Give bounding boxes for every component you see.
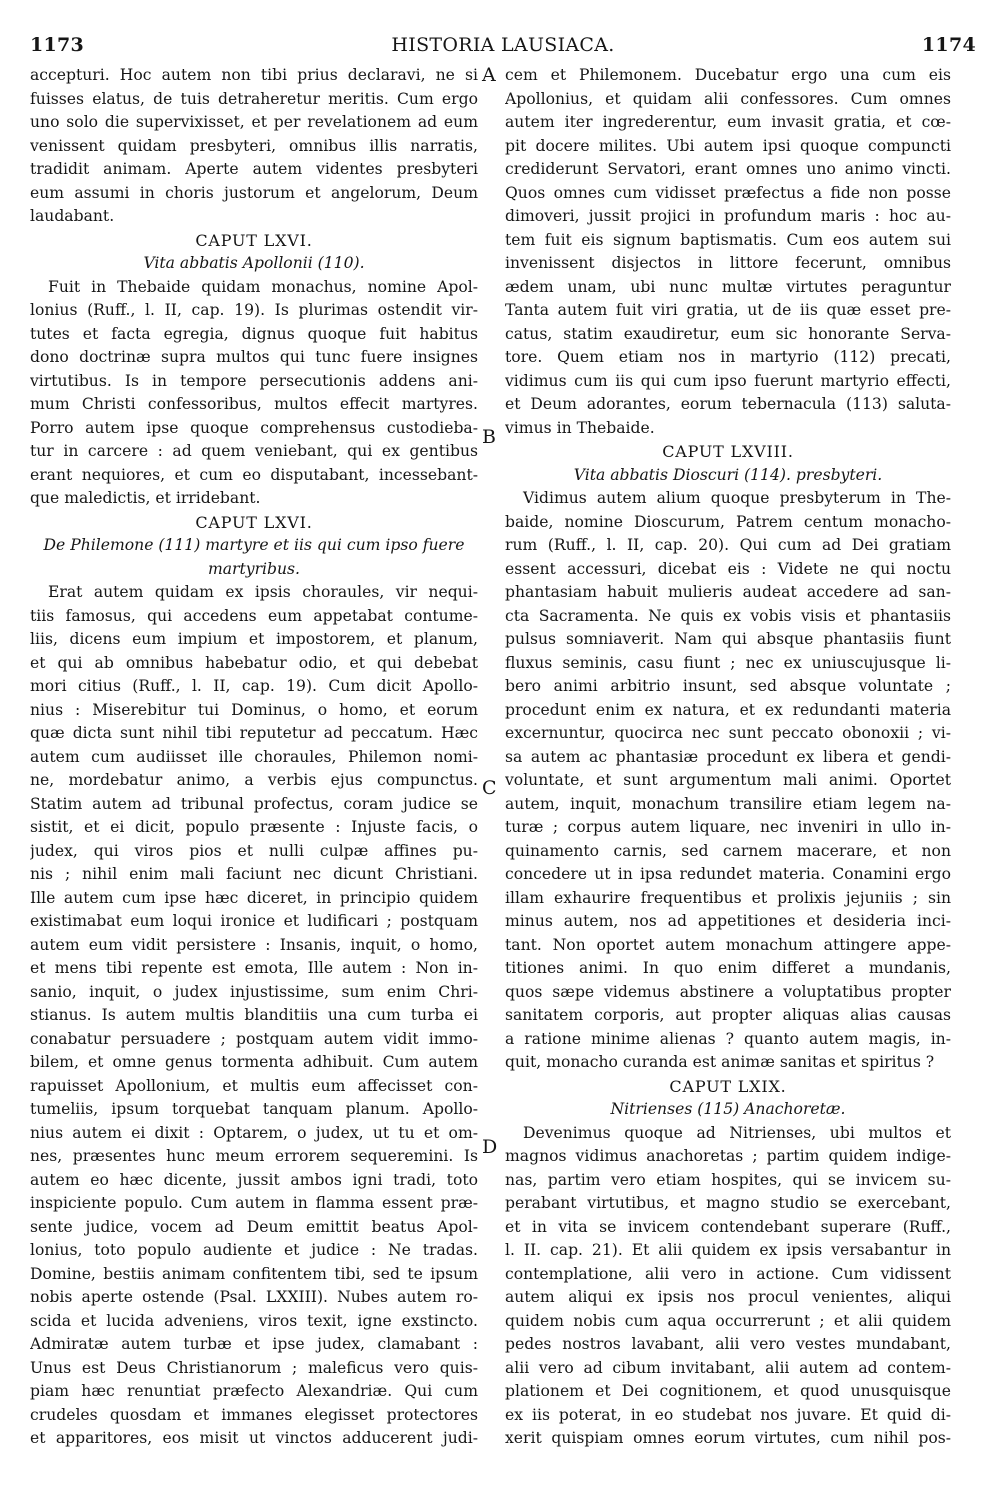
text-line: sistit, et ei dicit, populo præsente : Injuste facis, o xyxy=(30,818,478,836)
text-line: fuisses elatus, de tuis detraheretur meritis. Cum ergo xyxy=(30,89,478,108)
text-line: fluxus seminis, casu fiunt ; nec ex uniuscujusque li- xyxy=(505,653,951,672)
right-column xyxy=(505,64,951,1451)
text-line: Domine, bestiis animam confitentem tibi, sed te ipsum xyxy=(30,1264,478,1283)
text-line: autem aliqui ex ipsis nos procul venientes, aliqui xyxy=(505,1288,951,1306)
text-line: magnos vidimus anachoretas ; partim quidem indige- xyxy=(505,1147,951,1165)
paragraph-start-line: Erat autem quidam ex ipsis choraules, vir nequi- xyxy=(48,583,478,601)
text-line: sente judice, vocem ad Deum emittit beatus Apol- xyxy=(30,1217,478,1236)
page-header xyxy=(30,34,976,60)
margin-marker-a: A xyxy=(482,64,496,86)
text-line: rum (Ruff., l. II, cap. 20). Qui cum ad Dei gratiam xyxy=(505,536,951,554)
text-line: nius autem ei dixit : Optarem, o judex, ut tu et om- xyxy=(30,1123,478,1142)
text-line: tore. Quem etiam nos in martyrio (112) precati, xyxy=(505,348,951,366)
margin-marker-b: B xyxy=(482,426,496,448)
text-line: dimoveri, jussit projici in profundum maris : hoc au- xyxy=(505,207,951,225)
text-line: nes, præsentes hunc meum errorem sequeremini. Is xyxy=(30,1147,478,1165)
left-page-number: 1173 xyxy=(30,34,85,56)
text-line: judex, qui viros pios et nulli culpæ affines pu- xyxy=(30,841,478,860)
text-line: conabatur persuadere ; postquam autem vidit immo- xyxy=(30,1029,478,1048)
text-line: pit docere milites. Ubi autem ipsi quoque compuncti xyxy=(505,136,951,155)
chapter-heading: CAPUT LXVIII. xyxy=(662,442,794,461)
text-line: virtutibus. Is in tempore persecutionis addens ani- xyxy=(30,371,478,390)
text-line: que maledictis, et irridebant. xyxy=(30,489,261,507)
text-line: alii vero ad cibum invitabant, alii autem ad contem- xyxy=(505,1358,951,1377)
text-line: ne, mordebatur animo, a verbis ejus compunctus. xyxy=(30,771,478,789)
text-line: xerit quispiam omnes eorum virtutes, cum nihil pos- xyxy=(505,1429,951,1447)
text-line: essent accessuri, dicebat eis : Videte ne qui noctu xyxy=(505,559,951,578)
text-line: Porro autem ipse quoque comprehensus custodieba- xyxy=(30,418,478,437)
text-line: contemplatione, alii vero in actione. Cum vidissent xyxy=(505,1264,951,1283)
text-line: erant nequiores, et cum eo disputabant, incessebant- xyxy=(30,465,478,484)
text-line: quæ dicta sunt nihil tibi reputetur ad peccatum. Hæc xyxy=(30,724,478,742)
text-line: cem et Philemonem. Ducebatur ergo una cum eis xyxy=(505,66,951,84)
text-line: invenissent disjectos in littore fecerunt, omnibus xyxy=(505,254,951,272)
text-line: phantasiam habuit mulieris audeat accedere ad san- xyxy=(505,583,951,601)
text-line: tumeliis, ipsum torquebat tanquam planum. Apollo- xyxy=(30,1100,478,1118)
text-line: tem fuit eis signum baptismatis. Cum eos autem sui xyxy=(505,230,951,249)
text-line: scida et lucida adveniens, viros texit, igne exstincto. xyxy=(30,1311,478,1330)
text-line: quos sæpe videmus abstinere a voluptatibus propter xyxy=(505,982,951,1001)
text-line: nobis aperte ostende (Psal. LXXIII). Nubes autem ro- xyxy=(30,1288,478,1306)
text-line: tur in carcere : ad quem veniebant, qui ex gentibus xyxy=(30,442,478,460)
text-line: Statim autem ad tribunal profectus, coram judice se xyxy=(30,794,478,813)
text-line: autem eum vidit persistere : Insanis, inquit, o homo, xyxy=(30,935,478,954)
text-line: et apparitores, eos misit ut vinctos adducerent judi- xyxy=(30,1429,478,1447)
text-line: accepturi. Hoc autem non tibi prius declaravi, ne si xyxy=(30,66,478,84)
paragraph-start-line: Fuit in Thebaide quidam monachus, nomine Apol- xyxy=(48,277,478,296)
chapter-subtitle: De Philemone (111) martyre et iis qui cum ipso fuere xyxy=(43,536,465,554)
text-line: tutes et facta egregia, dignus quoque fuit habitus xyxy=(30,324,478,343)
text-line: bilem, et omne genus tormenta adhibuit. Cum autem xyxy=(30,1053,478,1071)
text-line: pedes nostros lavabant, alii vero vestes mundabant, xyxy=(505,1335,951,1353)
text-line: minus autem, nos ad appetitiones et desideria inci- xyxy=(505,912,951,930)
chapter-subtitle: Nitrienses (115) Anachoretæ. xyxy=(610,1100,846,1118)
text-line: sanitatem corporis, aut propter aliquas alias causas xyxy=(505,1006,951,1024)
text-line: turæ ; corpus autem liquare, nec inveniri in ullo in- xyxy=(505,818,951,836)
paragraph-start-line: Devenimus quoque ad Nitrienses, ubi multos et xyxy=(523,1123,951,1142)
chapter-heading: CAPUT LXVI. xyxy=(195,230,313,250)
chapter-subtitle: Vita abbatis Dioscuri (114). presbyteri. xyxy=(573,465,883,484)
text-line: catus, statim exaudiretur, eum sic honorante Serva- xyxy=(505,324,951,343)
text-line: ædem unam, ubi nunc multæ virtutes peraguntur xyxy=(505,277,951,296)
text-line: procedunt enim ex natura, et ex redundanti materia xyxy=(505,700,951,719)
text-line: et Deum adorantes, eorum tebernacula (113) saluta- xyxy=(505,395,951,413)
text-line: existimabat eum loqui ironice et ludificari ; postquam xyxy=(30,912,478,930)
text-line: autem iter ingrederentur, eum invasit gratia, et cœ- xyxy=(505,113,951,131)
text-line: mum Christi confessoribus, multos effecit martyres. xyxy=(30,395,478,413)
text-line: laudabant. xyxy=(30,207,115,225)
chapter-subtitle: martyribus. xyxy=(207,559,301,578)
text-line: eum assumi in choris justorum et angelorum, Deum xyxy=(30,183,478,202)
text-line: illam exhaurire frequentibus et prolixis jejuniis ; sin xyxy=(505,888,951,907)
text-line: excernuntur, quocirca nec sunt peccato obonoxii ; vi- xyxy=(505,724,951,742)
text-line: Tanta autem fuit viri gratia, ut de iis quæ esset pre- xyxy=(505,301,951,319)
text-line: lonius (Ruff., l. II, cap. 19). Is plurimas ostendit vir- xyxy=(30,301,478,319)
text-line: bero animi arbitrio insunt, sed absque voluntate ; xyxy=(505,677,951,695)
text-line: titiones animi. In quo enim differet a mundanis, xyxy=(505,959,951,977)
text-line: uno solo die supervixisset, et per revelationem ad eum xyxy=(30,113,478,131)
text-line: crudeles quosdam et immanes elegisset protectores xyxy=(30,1405,478,1424)
text-line: quit, monacho curanda est animæ sanitas et spiritus ? xyxy=(505,1053,935,1071)
text-line: plationem et Dei cognitionem, et quod unusquisque xyxy=(505,1382,951,1400)
text-line: Admiratæ autem turbæ et ipse judex, clamabant : xyxy=(30,1335,478,1353)
text-line: quinamento carnis, sed carnem macerare, et non xyxy=(505,841,951,860)
text-line: autem cum audiisset ille choraules, Philemon nomi- xyxy=(30,747,478,766)
right-page-number: 1174 xyxy=(921,34,976,56)
text-line: a ratione minime alienas ? quanto autem magis, in- xyxy=(505,1029,951,1048)
text-line: nis ; nihil enim mali faciunt nec dicunt Christiani. xyxy=(30,865,478,883)
text-line: mori citius (Ruff., l. II, cap. 19). Cum dicit Apollo- xyxy=(30,677,478,695)
text-line: stianus. Is autem multis blanditiis una cum turba ei xyxy=(30,1006,478,1024)
text-line: tradidit animam. Aperte autem videntes presbyteri xyxy=(30,160,478,178)
text-line: autem, inquit, monachum transilire etiam legem na- xyxy=(505,794,951,813)
text-line: Unus est Deus Christianorum ; maleficus vero quis- xyxy=(30,1358,478,1377)
text-line: voluntate, et sunt argumentum mali animi. Oportet xyxy=(505,771,951,789)
margin-marker-c: C xyxy=(482,777,497,799)
text-line: cta Sacramenta. Ne quis ex vobis visis et phantasiis xyxy=(505,606,951,625)
text-line: crediderunt Servatori, erant omnes uno animo vincti. xyxy=(505,160,951,178)
chapter-heading: CAPUT LXVI. xyxy=(195,512,313,532)
text-line: lonius, toto populo audiente et judice : Ne tradas. xyxy=(30,1241,478,1259)
text-line: Apollonius, et quidam alii confessores. Cum omnes xyxy=(505,89,951,108)
text-line: l. II. cap. 21). Et alii quidem ex ipsis versabantur in xyxy=(505,1241,951,1259)
text-line: vidimus cum iis qui cum ipso fuerunt martyrio effecti, xyxy=(505,371,951,390)
margin-marker-d: D xyxy=(482,1136,498,1158)
text-line: ex iis poterat, in eo studebat nos juvare. Et quid di- xyxy=(505,1405,951,1424)
text-line: vimus in Thebaide. xyxy=(505,418,655,437)
text-line: piam hæc renuntiat præfecto Alexandriæ. Qui cum xyxy=(30,1382,478,1400)
text-line: autem eo hæc dicente, jussit ambos igni tradi, toto xyxy=(30,1170,478,1189)
text-line: sanio, inquit, o judex injustissime, sum enim Chri- xyxy=(30,982,478,1001)
text-line: Ille autem cum ipse hæc diceret, in principio quidem xyxy=(30,888,478,907)
text-line: inspiciente populo. Cum autem in flamma essent præ- xyxy=(30,1194,478,1212)
text-line: rapuisset Apollonium, et multis eum affecisset con- xyxy=(30,1076,478,1095)
text-line: perabant virtutibus, et magno studio se exercebant, xyxy=(505,1194,951,1212)
text-line: sa autem ac phantasiæ procedunt ex libera et gendi- xyxy=(505,747,951,766)
text-line: pulsus somniaverit. Nam qui absque phantasiis fiunt xyxy=(505,630,951,648)
paragraph-start-line: Vidimus autem alium quoque presbyterum in The- xyxy=(523,489,951,507)
left-column xyxy=(30,64,478,1451)
text-line: baide, nomine Dioscurum, Patrem centum monacho- xyxy=(505,512,951,531)
text-line: et qui ab omnibus habebatur odio, et qui debebat xyxy=(30,653,478,672)
text-line: liis, dicens eum impium et impostorem, et planum, xyxy=(30,630,478,648)
text-line: dono doctrinæ supra multos qui tunc fuere insignes xyxy=(30,348,478,366)
text-line: et in vita se invicem contendebant superare (Ruff., xyxy=(505,1217,951,1236)
text-line: tiis famosus, qui accedens eum appetabat contume- xyxy=(30,606,478,625)
text-line: Quos omnes cum vidisset præfectus a fide non posse xyxy=(505,183,951,202)
running-title: HISTORIA LAUSIACA. xyxy=(391,34,615,56)
chapter-subtitle: Vita abbatis Apollonii (110). xyxy=(143,254,365,272)
text-line: quidem nobis cum aqua occurrerunt ; et alii quidem xyxy=(505,1311,951,1330)
text-line: et mens tibi repente est emota, Ille autem : Non in- xyxy=(30,959,478,977)
text-line: tant. Non oportet autem monachum attingere appe- xyxy=(505,935,951,954)
text-line: nius : Miserebitur tui Dominus, o homo, et eorum xyxy=(30,700,478,719)
text-line: venissent quidam presbyteri, omnibus illis narratis, xyxy=(30,136,478,155)
text-line: concedere ut in ipsa redundet materia. Conamini ergo xyxy=(505,865,951,883)
chapter-heading: CAPUT LXIX. xyxy=(669,1076,787,1096)
text-line: nas, partim vero etiam hospites, qui se invicem su- xyxy=(505,1170,951,1189)
